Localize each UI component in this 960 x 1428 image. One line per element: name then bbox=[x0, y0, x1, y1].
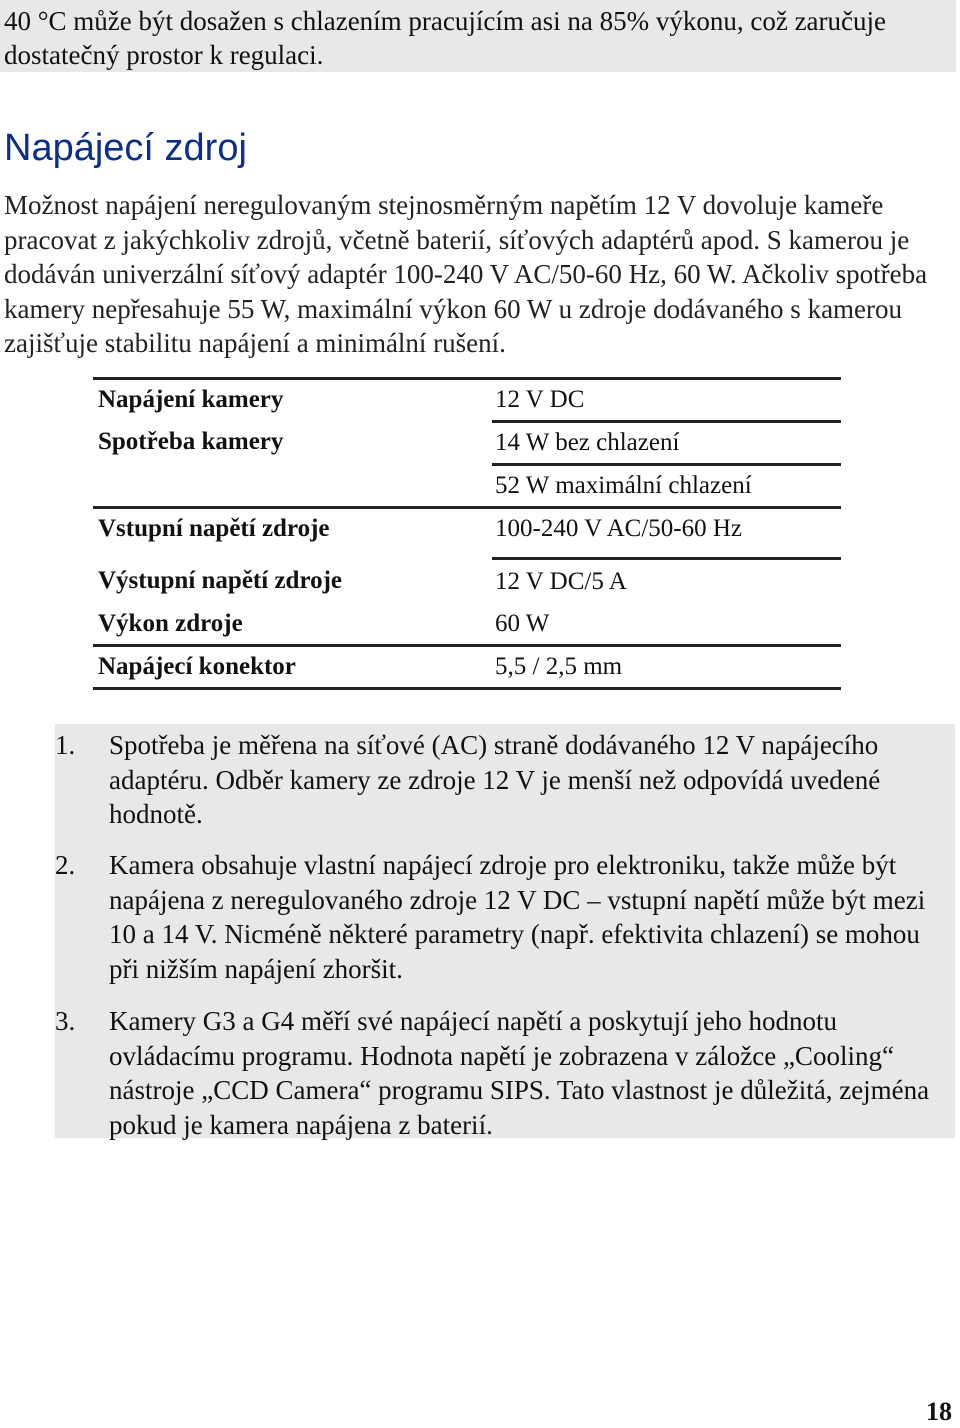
spec-label: Napájení kamery bbox=[93, 379, 492, 422]
table-row bbox=[93, 508, 841, 559]
spec-label: Výstupní napětí zdroje bbox=[98, 566, 343, 594]
table-row bbox=[93, 646, 841, 689]
spec-value: 100-240 V AC/50-60 Hz bbox=[492, 508, 841, 559]
page-number: 18 bbox=[926, 1397, 952, 1426]
section-paragraph: Možnost napájení neregulovaným stejnosměrným napětím 12 V dovoluje kameře pracovat z jakýchkoliv zdrojů, včetně baterií, síťových adaptérů apod. S kamerou je dodáván univerzální síťový adaptér 100-240 V AC/50-60 Hz, 60 W. Ačkoliv spotřeba kamery nepřesahuje 55 W, maximální výkon 60 W u zdroje dodávaného s kamerou zajišťuje stabilitu napájení a minimální rušení. bbox=[4, 190, 928, 358]
footnote-text: Spotřeba je měřena na síťové (AC) straně dodávaného 12 V napájecího adaptéru. Odběr kamery ze zdroje 12 V je menší než odpovídá uvedené hodnotě. bbox=[109, 730, 881, 829]
spec-label: Vstupní napětí zdroje bbox=[98, 515, 330, 542]
footnote-text: Kamera obsahuje vlastní napájecí zdroje pro elektroniku, takže může být napájena z neregulovaného zdroje 12 V DC – vstupní napětí může být mezi 10 a 14 V. Nicméně některé parametry (např. efektivita chlazení) se mohou při nižším napájení zhoršit. bbox=[109, 850, 926, 984]
spec-value: 60 W bbox=[492, 604, 841, 646]
spec-label: Spotřeba kamery bbox=[98, 427, 284, 455]
spec-label: Napájecí konektor bbox=[93, 646, 492, 689]
table-row bbox=[93, 379, 841, 422]
table-row bbox=[93, 465, 841, 508]
footnote-number: 2. bbox=[55, 850, 76, 880]
spec-label bbox=[93, 465, 492, 508]
intro-text: 40 °C může být dosažen s chlazením pracujícím asi na 85% výkonu, což zaručuje dostatečný prostor k regulaci. bbox=[4, 6, 886, 70]
table-row bbox=[93, 559, 841, 605]
spec-value: 12 V DC/5 A bbox=[495, 568, 627, 595]
footnotes-block bbox=[55, 724, 955, 1138]
spec-value: 5,5 / 2,5 mm bbox=[492, 646, 841, 689]
spec-value: 12 V DC bbox=[492, 379, 841, 422]
footnote-text: Kamery G3 a G4 měří své napájecí napětí a poskytují jeho hodnotu ovládacímu programu. Hodnota napětí je zobrazena v záložce „Cooling“ nástroje „CCD Camera“ programu SIPS. Tato vlastnost je důležitá, zejména pokud je kamera napájena z baterií. bbox=[109, 1006, 930, 1140]
spec-value: 52 W maximální chlazení bbox=[492, 465, 841, 508]
power-spec-table bbox=[93, 377, 841, 690]
footnote-number: 1. bbox=[55, 730, 76, 760]
footnote-number: 3. bbox=[55, 1006, 76, 1036]
table-row bbox=[93, 422, 841, 465]
table-row bbox=[93, 604, 841, 646]
spec-value: 14 W bez chlazení bbox=[492, 422, 841, 465]
section-heading: Napájecí zdroj bbox=[4, 127, 247, 169]
spec-label: Výkon zdroje bbox=[93, 604, 492, 646]
intro-note-block bbox=[0, 0, 956, 72]
